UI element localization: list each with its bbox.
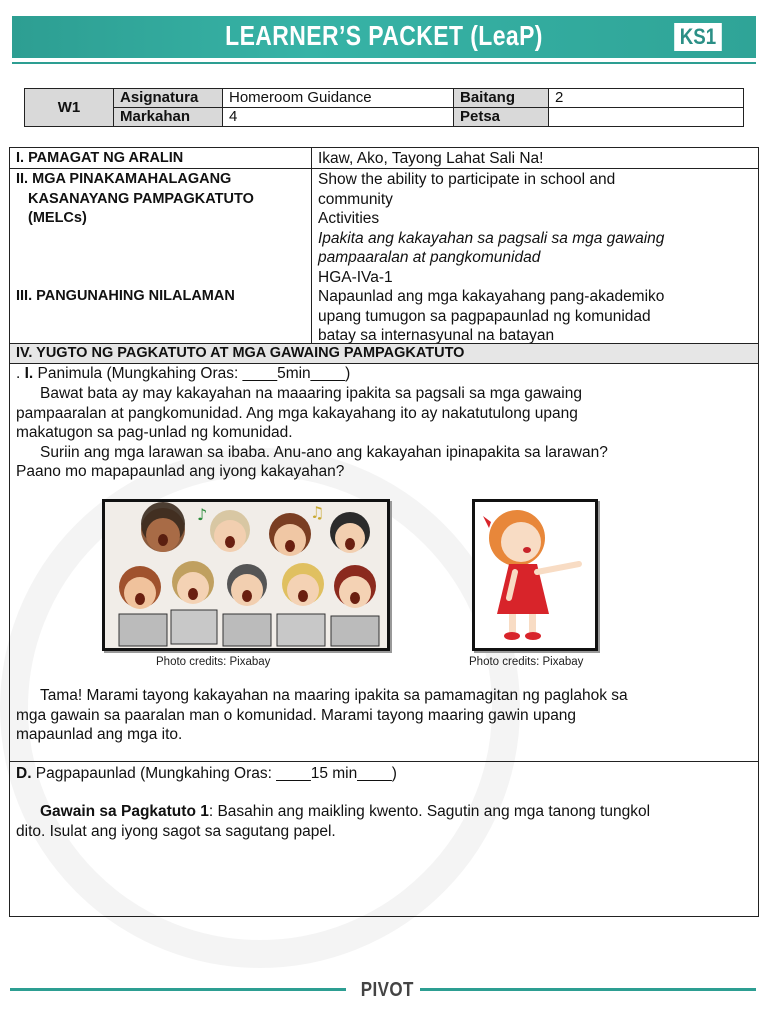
baitang-label: Baitang <box>454 89 549 108</box>
melc-line: community <box>318 190 393 208</box>
yugto-heading: IV. YUGTO NG PAGKATUTO AT MGA GAWAING PAMPAGKATUTO <box>10 344 758 364</box>
gawain-line <box>10 802 758 822</box>
lesson-table <box>9 147 759 917</box>
panimula-p2-line: Paano mo mapapaunlad ang iyong kakayahan? <box>16 463 345 480</box>
melc-line: pampaaralan at pangkomunidad <box>318 249 541 266</box>
row-pamagat <box>10 148 758 169</box>
baitang-value: 2 <box>549 89 744 108</box>
nilalaman-label: III. PANGUNAHING NILALAMAN <box>10 286 312 343</box>
header-banner <box>12 16 756 58</box>
melc-label-line: (MELCs) <box>28 210 87 226</box>
panimula-p2-line: Suriin ang mga larawan sa ibaba. Anu-ano ang kakayahan ipinapakita sa larawan? <box>40 443 608 461</box>
svg-text:♪: ♪ <box>197 505 208 524</box>
photo-credit: Photo credits: Pixabay <box>469 656 584 668</box>
week-label: W1 <box>25 89 114 127</box>
panimula-p1-line: makatugon sa pag-unlad ng komunidad. <box>16 424 293 441</box>
nilalaman-line: upang tumugon sa pagpapaunlad ng komunidad <box>318 307 651 325</box>
packet-title: LEARNER’S PACKET (LeaP) <box>225 20 543 51</box>
row-nilalaman <box>10 286 758 344</box>
asignatura-value: Homeroom Guidance <box>223 89 454 108</box>
pamagat-label: I. PAMAGAT NG ARALIN <box>10 148 312 168</box>
pagpapaunlad-heading <box>10 764 758 784</box>
info-table <box>24 88 744 127</box>
pagpapaunlad-title: Pagpapaunlad (Mungkahing Oras: ____15 min____) <box>31 765 397 782</box>
pivot-logo: PIVOT <box>360 979 414 1001</box>
choir-children-photo <box>102 499 390 651</box>
photo-credit: Photo credits: Pixabay <box>156 656 271 668</box>
panimula-letter: I. <box>24 365 34 382</box>
markahan-label: Markahan <box>114 108 223 127</box>
panimula-p1-line: pampaaralan at pangkomunidad. Ang mga kakayahang ito ay nakatutulong upang <box>16 404 578 422</box>
gawain-label: Gawain sa Pagkatuto 1 <box>40 803 209 820</box>
melc-line: Ipakita ang kakayahan sa pagsali sa mga gawaing <box>318 229 665 247</box>
panimula-p3-line: mapaunlad ang mga ito. <box>16 726 183 743</box>
choir-illustration <box>105 502 387 648</box>
girl-illustration <box>475 502 595 648</box>
asignatura-label: Asignatura <box>114 89 223 108</box>
melc-label <box>10 169 312 286</box>
footer-line-left <box>10 988 346 991</box>
melc-label-line: KASANAYANG PAMPAGKATUTO <box>28 190 254 207</box>
key-stage-badge: KS1 <box>674 23 722 51</box>
panimula-p3-line: Tama! Marami tayong kakayahan na maaring ipakita sa pamamagitan ng paglahok sa <box>40 687 628 704</box>
singing-girl-photo <box>472 499 598 651</box>
melc-line: Activities <box>318 210 380 227</box>
footer-line-right <box>420 988 756 991</box>
nilalaman-value <box>312 286 758 343</box>
gawain-line: dito. Isulat ang iyong sagot sa sagutang papel. <box>16 822 336 840</box>
gawain-text: : Basahin ang maikling kwento. Sagutin ang mga tanong tungkol <box>208 803 651 820</box>
panimula-title: Panimula (Mungkahing Oras: ____5min____) <box>33 365 351 382</box>
panimula-prefix: . <box>16 365 25 382</box>
panimula-p3-line: mga gawain sa paaralan man o komunidad. Marami tayong maaring gawin upang <box>16 706 577 724</box>
melc-code: HGA-IVa-1 <box>318 268 393 286</box>
row-melc <box>10 169 758 286</box>
petsa-label: Petsa <box>454 108 549 127</box>
melc-label-line: II. MGA PINAKAMAHALAGANG <box>16 171 232 187</box>
svg-text:♫: ♫ <box>310 503 325 522</box>
melc-line: Show the ability to participate in school and <box>318 171 616 188</box>
nilalaman-line: batay sa internasyunal na batayan <box>318 327 555 344</box>
panimula-p1-line: Bawat bata ay may kakayahan na maaaring ipakita sa pagsali sa mga gawaing <box>40 385 582 402</box>
nilalaman-line: Napaunlad ang mga kakayahang pang-akademiko <box>318 288 665 305</box>
panimula-heading <box>10 364 758 384</box>
pamagat-value: Ikaw, Ako, Tayong Lahat Sali Na! <box>318 150 544 167</box>
header-divider <box>12 62 756 64</box>
pagpapaunlad-section <box>10 762 758 916</box>
melc-value <box>312 169 758 286</box>
petsa-value <box>549 108 744 127</box>
markahan-value: 4 <box>223 108 454 127</box>
pagpapaunlad-letter: D. <box>16 765 32 782</box>
